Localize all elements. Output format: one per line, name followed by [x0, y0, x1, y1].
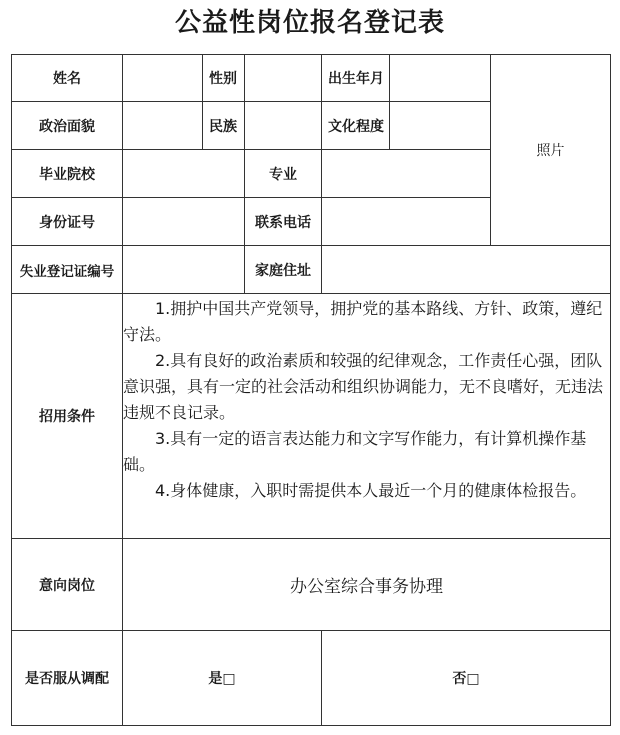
major-label: 专业 [245, 150, 322, 198]
phone-field[interactable] [322, 198, 491, 246]
row-conditions [12, 294, 611, 539]
form-title: 公益性岗位报名登记表 [174, 8, 445, 38]
conditions-label: 招用条件 [12, 294, 123, 539]
major-field[interactable] [322, 150, 491, 198]
yes-option[interactable]: 是□ [123, 631, 322, 726]
row-transfer [12, 631, 611, 726]
photo-box[interactable]: 照片 [491, 55, 611, 246]
condition-item: 1.拥护中国共产党领导，拥护党的基本路线、方针、政策，遵纪守法。 [123, 299, 603, 344]
school-label: 毕业院校 [12, 150, 123, 198]
ethnicity-label: 民族 [203, 102, 245, 150]
id-number-label: 身份证号 [12, 198, 123, 246]
row-position [12, 539, 611, 631]
birth-field[interactable] [390, 55, 491, 102]
address-field[interactable] [322, 246, 611, 294]
condition-item: 4.身体健康，入职时需提供本人最近一个月的健康体检报告。 [155, 481, 587, 500]
condition-item: 2.具有良好的政治素质和较强的纪律观念，工作责任心强，团队意识强，具有一定的社会活动和组织协调能力，无不良嗜好，无违法违规不良记录。 [123, 351, 604, 422]
row-basic-1 [12, 55, 611, 102]
ethnicity-field[interactable] [245, 102, 322, 150]
position-label: 意向岗位 [12, 539, 123, 631]
address-label: 家庭住址 [245, 246, 322, 294]
gender-field[interactable] [245, 55, 322, 102]
gender-label: 性别 [203, 55, 245, 102]
position-value: 办公室综合事务协理 [123, 539, 611, 631]
education-field[interactable] [390, 102, 491, 150]
unemployment-no-label: 失业登记证编号 [12, 246, 123, 294]
condition-item: 3.具有一定的语言表达能力和文字写作能力，有计算机操作基础。 [123, 429, 587, 474]
conditions-text [123, 294, 611, 539]
registration-form-table [11, 54, 611, 726]
school-field[interactable] [123, 150, 245, 198]
name-field[interactable] [123, 55, 203, 102]
politics-field[interactable] [123, 102, 203, 150]
education-label: 文化程度 [322, 102, 390, 150]
phone-label: 联系电话 [245, 198, 322, 246]
name-label: 姓名 [12, 55, 123, 102]
unemployment-no-field[interactable] [123, 246, 245, 294]
no-option[interactable]: 否□ [322, 631, 611, 726]
id-number-field[interactable] [123, 198, 245, 246]
row-unemployment [12, 246, 611, 294]
accept-transfer-label: 是否服从调配 [12, 631, 123, 726]
birth-label: 出生年月 [322, 55, 390, 102]
politics-label: 政治面貌 [12, 102, 123, 150]
